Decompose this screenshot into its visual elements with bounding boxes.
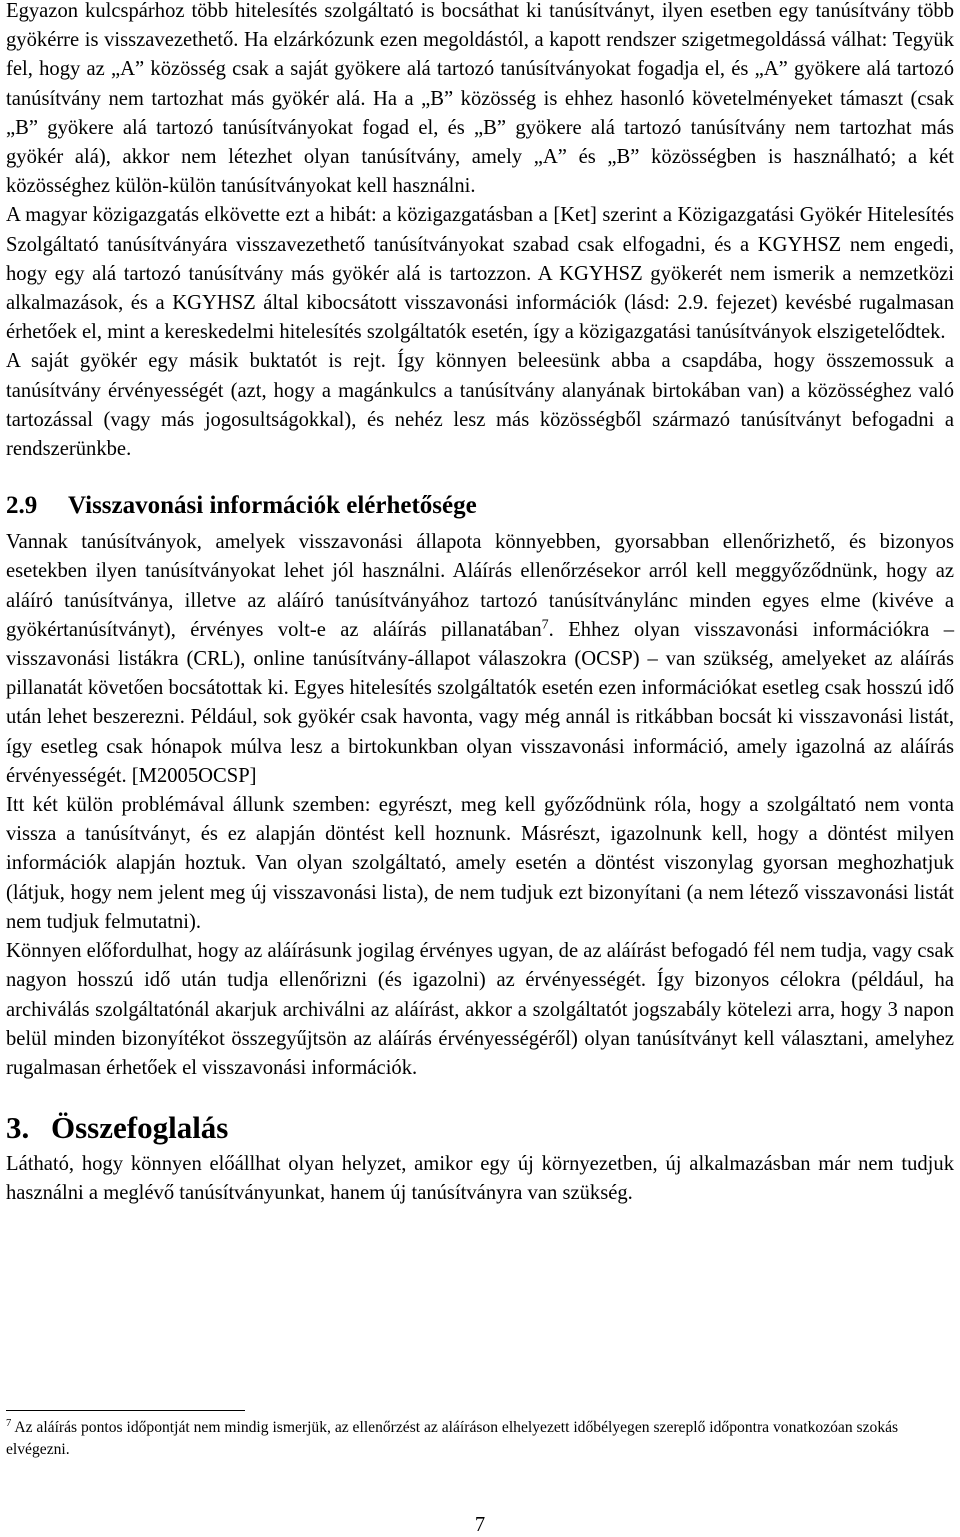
paragraph-text: . Ehhez olyan visszavonási információkra – visszavonási listákra (CRL), online tanúsítvány-állapot válaszokra (OCSP) – van szükség, amelyeket az aláírás pillanatát követően bocsátottak ki. Egyes hitelesítés szolgáltatók esetén ezen információkat esetleg csak hosszú idő után lehet beszerezni. Például, sok gyökér csak havonta, vagy még annál is ritkábban bocsát ki visszavonási listát, így esetleg csak hónapok múlva lesz a birtokunkban olyan visszavonási információ, amely igazolná az aláírás érvényességét. [M2005OCSP] [6,618,954,787]
footnote [6,1417,954,1461]
paragraph-shared-keypair: Egyazon kulcspárhoz több hitelesítés szolgáltató is bocsáthat ki tanúsítványt, ilyen esetben egy tanúsítvány több gyökérre is visszavezethető. Ha elzárkózunk ezen megoldástól, a kapott rendszer szigetmegoldássá válhat: Tegyük fel, hogy az „A” közösség csak a saját gyökere alá tartozó tanúsítványokat fogadja el, és „A” gyökere alá tartozó tanúsítvány nem tartozhat más gyökér alá. Ha a „B” közösség is ehhez hasonló követelményeket támaszt (csak „B” gyökere alá tartozó tanúsítványokat fogad el, és „B” gyökere alá tartozó tanúsítvány nem tartozhat más gyökér alá), akkor nem létezhet olyan tanúsítvány, amely „A” és „B” közösségben is használható; a két közösséghez külön-külön tanúsítványokat kell használni. [6,0,954,198]
spacer [6,464,954,489]
paragraph-text: Vannak tanúsítványok, amelyek visszavonási állapota könnyebben, gyorsabban ellenőrizhető, és bizonyos esetekben ilyen tanúsítványokat lehet jól használni. Aláírás ellenőrzésekor arról kell meggyőződnünk, hogy az aláíró tanúsítványa, illetve az aláíró tanúsítványához tartozó tanúsítványlánc minden egyes elme (kivéve a gyökértanúsítványt), érvényes volt-e az aláírás pillanatában [6,531,954,641]
footnote-reference[interactable]: 7 [541,617,549,633]
section-heading-2-9 [6,489,954,523]
paragraph-revocation-status [6,528,954,791]
section-title: Visszavonási információk elérhetősége [68,492,477,520]
paragraph-summary: Látható, hogy könnyen előállhat olyan helyzet, amikor egy új környezetben, új alkalmazásban már nem tudjuk használni a meglévő tanúsítványunkat, hanem új tanúsítványra van szükség. [6,1153,954,1205]
paragraph-two-problems: Itt két külön problémával állunk szemben: egyrészt, meg kell győződnünk róla, hogy a szolgáltató nem vonta vissza a tanúsítványt, és ez alapján döntést kell hoznunk. Másrészt, igazolnunk kell, hogy a döntést milyen információk alapján hoztuk. Van olyan szolgáltató, amely esetén a döntést viszonylag gyorsan meghozhatjuk (látjuk, hogy nem jelent meg új visszavonási lista), de nem tudjuk ezt bizonyítani (a nem létező visszavonási listát nem tudjuk felmutatni). [6,794,954,933]
footnote-number: 7 [6,1418,12,1430]
page-number: 7 [474,1514,486,1536]
section-heading-3 [6,1108,954,1148]
paragraph-legal-validity: Könnyen előfordulhat, hogy az aláírásunk jogilag érvényes ugyan, de az aláírást befogadó fél nem tudja, vagy csak nagyon hosszú idő után tudja ellenőrizni (és igazolni) az érvényességét. Így bizonyos célokra (például, ha archiválás szolgáltatónál akarjuk archiválni az aláírást, akkor a szolgáltatót jogszabály kötelezi arra, hogy 3 napon belül minden bizonyítékot összegyűjtsön az aláírás érvényességéről) olyan tanúsítványt kell választani, amelyhez rugalmasan érhetőek el visszavonási információk. [6,940,954,1079]
spacer [6,1083,954,1108]
section-title: Összefoglalás [51,1110,229,1146]
section-number: 2.9 [6,492,38,520]
footnote-text: Az aláírás pontos időpontját nem mindig ismerjük, az ellenőrzést az aláíráson elhelyezett időbélyegen szereplő időpontra vonatkozóan szokás elvégezni. [6,1419,899,1458]
paragraph-public-administration: A magyar közigazgatás elkövette ezt a hibát: a közigazgatásban a [Ket] szerint a Közigazgatási Gyökér Hitelesítés Szolgáltató tanúsítványára visszavezethető tanúsítványokat szabad csak elfogadni, és a KGYHSZ nem engedi, hogy egy alá tartozó tanúsítvány más gyökér alá is tartozzon. A KGYHSZ gyökerét nem ismerik a nemzetközi alkalmazások, és a KGYHSZ által kibocsátott visszavonási információk (lásd: 2.9. fejezet) kevésbé rugalmasan érhetőek el, mint a kereskedelmi hitelesítés szolgáltatók esetén, így a közigazgatási tanúsítványok elszigetelődtek. [6,204,954,344]
page-body [6,0,954,1209]
paragraph-own-root-pitfall: A saját gyökér egy másik buktatót is rejt. Így könnyen beleesünk abba a csapdába, hogy összemossuk a tanúsítvány érvényességét (azt, hogy a magánkulcs a tanúsítvány alanyának birtokában van) a közösséghez való tartozással (vagy más jogosultságokkal), és nehéz lesz más közösségből származó tanúsítványt befogadni a rendszerünkbe. [6,350,954,461]
footnote-divider [6,1410,245,1411]
section-number: 3. [6,1110,30,1146]
